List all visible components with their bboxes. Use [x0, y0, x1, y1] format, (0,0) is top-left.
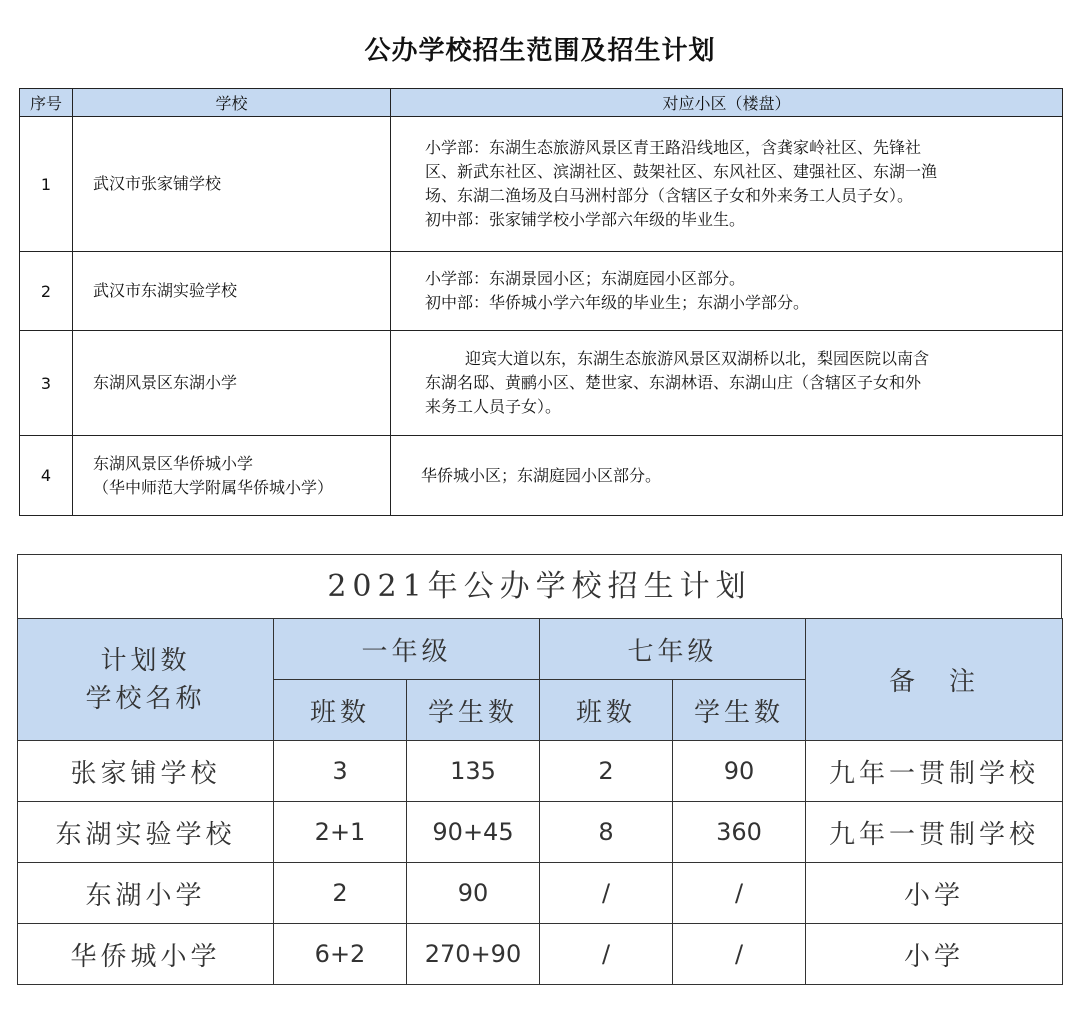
plan-school: 东湖实验学校 [18, 802, 274, 863]
g1-classes: 6+2 [274, 924, 407, 985]
row-area [391, 331, 1063, 436]
area-line: 小学部：东湖生态旅游风景区青王路沿线地区，含龚家岭社区、先锋社 [425, 138, 922, 157]
row-index: 2 [20, 252, 73, 331]
area-line: 东湖名邸、黄鹂小区、楚世家、东湖林语、东湖山庄（含辖区子女和外 [425, 373, 922, 392]
plan-school: 华侨城小学 [18, 924, 274, 985]
g1-classes-header: 班数 [274, 680, 407, 741]
plan-table-caption: 2021年公办学校招生计划 [17, 554, 1062, 618]
g1-classes: 2+1 [274, 802, 407, 863]
table-row [18, 863, 1063, 924]
corner-bottom-label: 学校名称 [85, 683, 206, 714]
corner-top-label: 计划数 [100, 645, 191, 676]
area-line: 华侨城小区；东湖庭园小区部分。 [421, 465, 662, 485]
table-row [20, 117, 1063, 252]
area-line: 区、新武东社区、滨湖社区、鼓架社区、东风社区、建强社区、东湖一渔 [425, 162, 938, 181]
table-row [20, 436, 1063, 516]
g1-classes: 2 [274, 863, 407, 924]
plan-remark: 小学 [806, 863, 1063, 924]
g7-students: 360 [673, 802, 806, 863]
row-index: 4 [20, 436, 73, 516]
plan-school: 张家铺学校 [18, 741, 274, 802]
g1-students: 90+45 [407, 802, 540, 863]
g7-classes: / [540, 863, 673, 924]
row-area [391, 252, 1063, 331]
g7-classes: / [540, 924, 673, 985]
school-line: （华中师范大学附属华侨城小学） [93, 477, 334, 497]
g1-classes: 3 [274, 741, 407, 802]
g7-classes-header: 班数 [540, 680, 673, 741]
plan-remark: 小学 [806, 924, 1063, 985]
plan-header-row [18, 619, 1063, 680]
area-line: 迎宾大道以东，东湖生态旅游风景区双湖桥以北，梨园医院以南含 [465, 349, 930, 368]
g7-classes: 2 [540, 741, 673, 802]
school-line: 东湖风景区华侨城小学 [93, 453, 254, 473]
plan-remark: 九年一贯制学校 [806, 802, 1063, 863]
area-line: 初中部：华侨城小学六年级的毕业生；东湖小学部分。 [425, 293, 810, 312]
page-title: 公办学校招生范围及招生计划 [364, 36, 716, 66]
remark-header: 备 注 [806, 619, 1063, 741]
g7-students: / [673, 863, 806, 924]
plan-school: 东湖小学 [18, 863, 274, 924]
row-school: 东湖风景区东湖小学 [73, 331, 391, 436]
area-line: 来务工人员子女）。 [425, 397, 562, 416]
header-index: 序号 [20, 89, 73, 117]
table-row [18, 924, 1063, 985]
row-school [73, 436, 391, 516]
g1-students: 135 [407, 741, 540, 802]
enrollment-plan-section [17, 554, 1062, 985]
enrollment-zone-table [19, 88, 1063, 516]
table-row [20, 252, 1063, 331]
enrollment-plan-table [17, 618, 1063, 985]
g7-classes: 8 [540, 802, 673, 863]
g1-students-header: 学生数 [407, 680, 540, 741]
plan-remark: 九年一贯制学校 [806, 741, 1063, 802]
table-row [18, 741, 1063, 802]
table-row [20, 331, 1063, 436]
g7-students: / [673, 924, 806, 985]
row-area [391, 117, 1063, 252]
header-area: 对应小区（楼盘） [391, 89, 1063, 117]
grade1-header: 一年级 [274, 619, 540, 680]
area-line: 场、东湖二渔场及白马洲村部分（含辖区子女和外来务工人员子女）。 [425, 186, 914, 205]
area-line: 小学部：东湖景园小区；东湖庭园小区部分。 [425, 269, 746, 288]
grade7-header: 七年级 [540, 619, 806, 680]
row-school: 武汉市东湖实验学校 [73, 252, 391, 331]
row-index: 1 [20, 117, 73, 252]
row-index: 3 [20, 331, 73, 436]
corner-header [18, 619, 274, 741]
g7-students: 90 [673, 741, 806, 802]
g1-students: 270+90 [407, 924, 540, 985]
area-line: 初中部：张家铺学校小学部六年级的毕业生。 [425, 210, 746, 229]
table-row [18, 802, 1063, 863]
header-school: 学校 [73, 89, 391, 117]
g1-students: 90 [407, 863, 540, 924]
g7-students-header: 学生数 [673, 680, 806, 741]
row-school: 武汉市张家铺学校 [73, 117, 391, 252]
zone-table-header-row [20, 89, 1063, 117]
row-area [391, 436, 1063, 516]
